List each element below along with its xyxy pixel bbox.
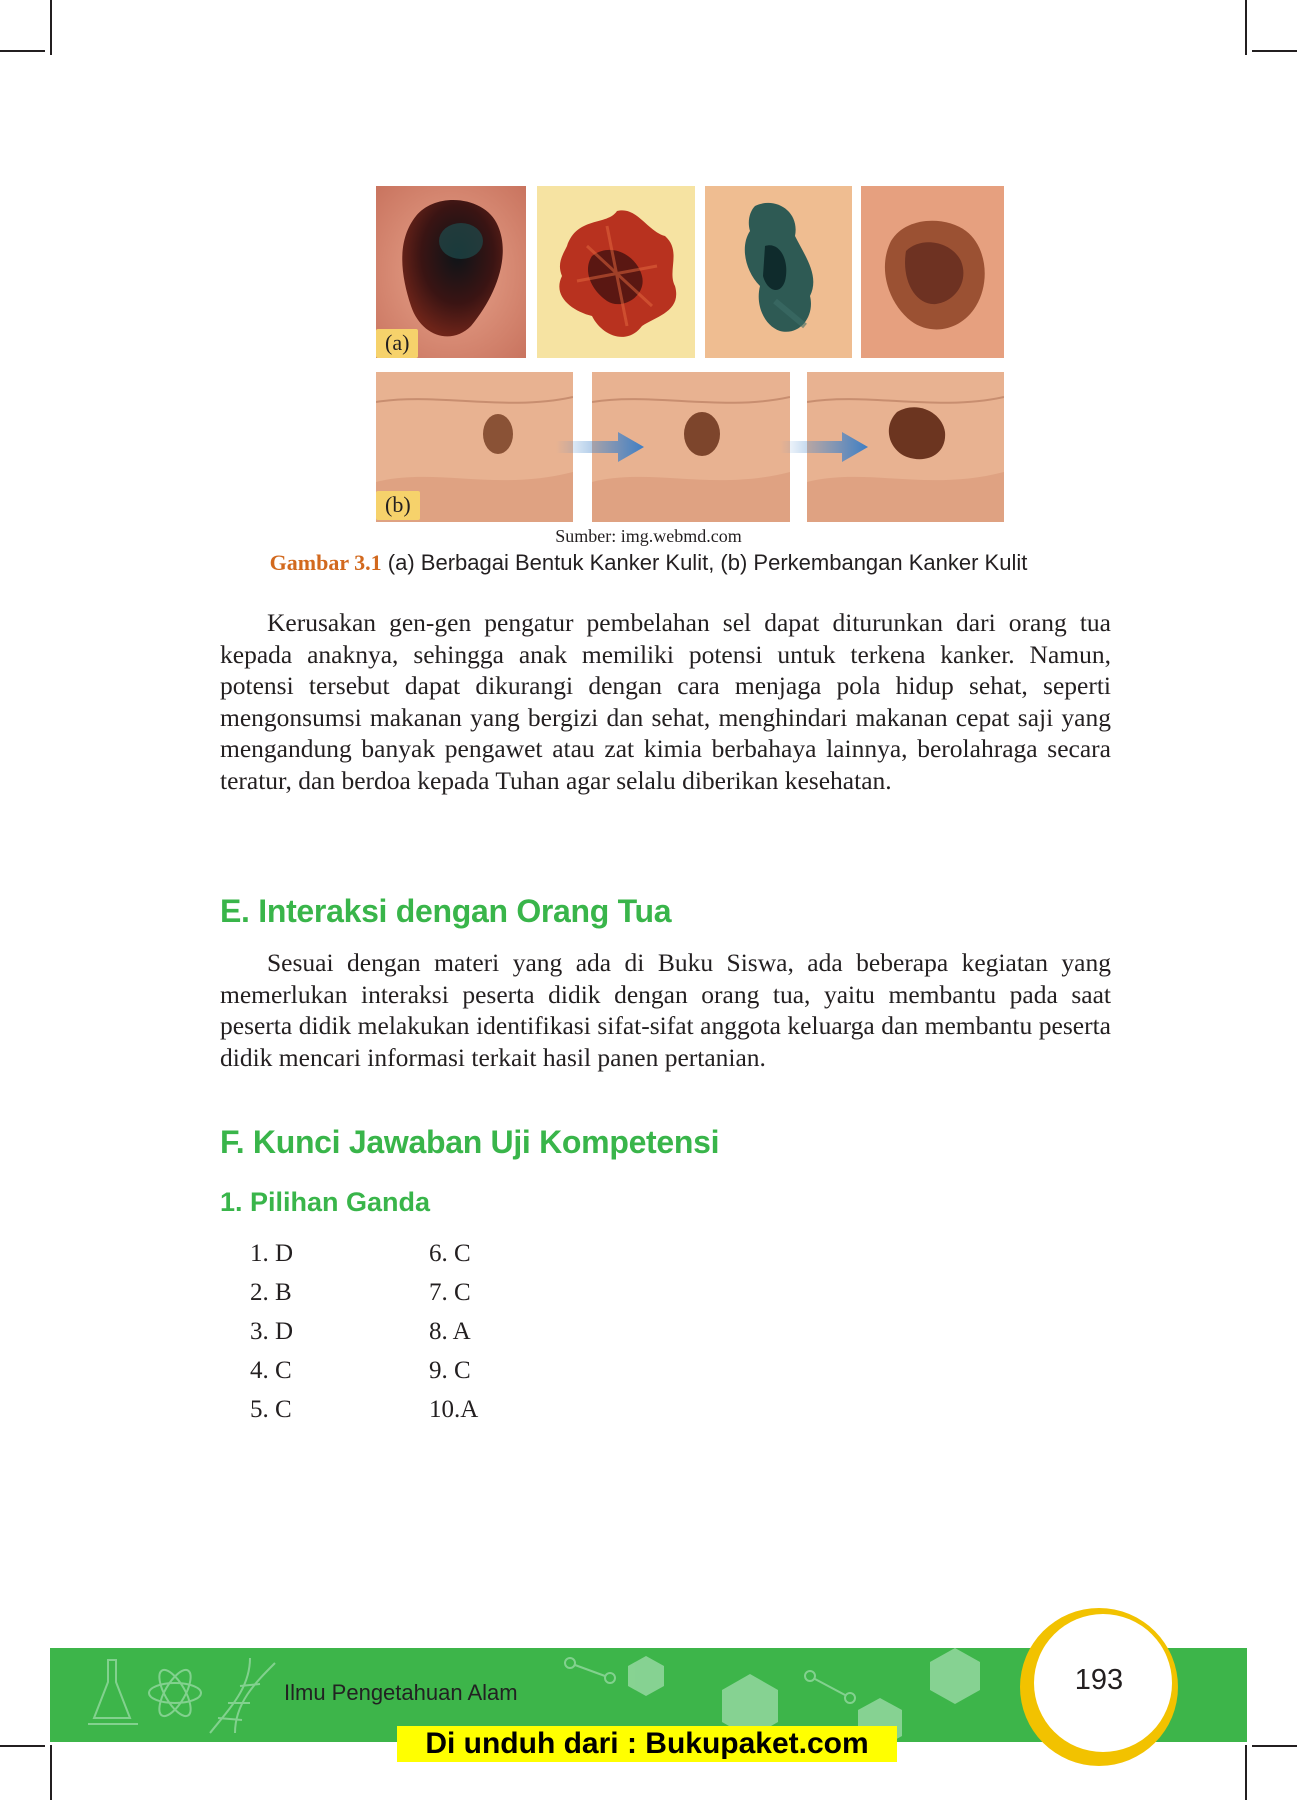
answer-item: 10.A: [429, 1396, 479, 1423]
answer-item: 4. C: [250, 1357, 292, 1384]
answer-item: 8. A: [429, 1318, 471, 1345]
intro-paragraph: Kerusakan gen-gen pengatur pembelahan sel dapat diturunkan dari orang tua kepada anaknya, sehingga anak memiliki potensi untuk terkena kanker. Namun, potensi tersebut dapat dikurangi dengan cara menjaga pola hidup sehat, seperti mengonsumsi makanan yang bergizi dan sehat, menghindari makanan cepat saji yang mengandung banyak pengawet atau zat kimia berbahaya lainnya, berolahraga secara teratur, dan berdoa kepada Tuhan agar selalu diberikan kesehatan.: [220, 608, 1111, 795]
figure-tag-b: (b): [376, 491, 420, 520]
answer-item: 9. C: [429, 1357, 471, 1384]
answer-key: [250, 1240, 550, 1440]
progression-arrow-icon: [556, 430, 646, 464]
progression-arrow-icon: [780, 430, 870, 464]
answer-item: 6. C: [429, 1240, 471, 1267]
section-e-heading: E. Interaksi dengan Orang Tua: [220, 893, 672, 929]
pilihan-ganda-subheading: 1. Pilihan Ganda: [220, 1187, 431, 1217]
figure-source: Sumber: img.webmd.com: [555, 526, 742, 546]
crop-mark: [50, 1745, 52, 1800]
figure-caption-label: Gambar 3.1: [269, 550, 382, 575]
figure-caption-text: (a) Berbagai Bentuk Kanker Kulit, (b) Perkembangan Kanker Kulit: [381, 550, 1028, 575]
skin-cancer-photo-4: [861, 186, 1004, 358]
figure-caption: [0, 550, 1297, 576]
footer-book-title: Ilmu Pengetahuan Alam: [284, 1680, 518, 1705]
answer-item: 5. C: [250, 1396, 292, 1423]
section-e-paragraph: Sesuai dengan materi yang ada di Buku Siswa, ada beberapa kegiatan yang memerlukan interaksi peserta didik dengan orang tua, yaitu membantu pada saat peserta didik melakukan identifikasi sifat-sifat anggota keluarga dan membantu peserta didik mencari informasi terkait hasil panen pertanian.: [220, 948, 1111, 1072]
crop-mark: [1245, 0, 1247, 55]
download-source-banner: Di unduh dari : Bukupaket.com: [397, 1726, 897, 1762]
skin-cancer-photo-2: [537, 186, 695, 358]
crop-mark: [0, 50, 45, 52]
crop-mark: [1252, 1745, 1297, 1747]
skin-cancer-photo-3: [705, 186, 852, 358]
answer-item: 3. D: [250, 1318, 294, 1345]
crop-mark: [0, 1745, 45, 1747]
answer-item: 7. C: [429, 1279, 471, 1306]
answer-item: 2. B: [250, 1279, 292, 1306]
crop-mark: [1252, 50, 1297, 52]
crop-mark: [50, 0, 52, 55]
answer-item: 1. D: [250, 1240, 294, 1267]
section-f-heading: F. Kunci Jawaban Uji Kompetensi: [220, 1124, 720, 1160]
crop-mark: [1245, 1745, 1247, 1800]
figure-tag-a: (a): [376, 329, 418, 358]
page-number: 193: [1074, 1664, 1124, 1696]
